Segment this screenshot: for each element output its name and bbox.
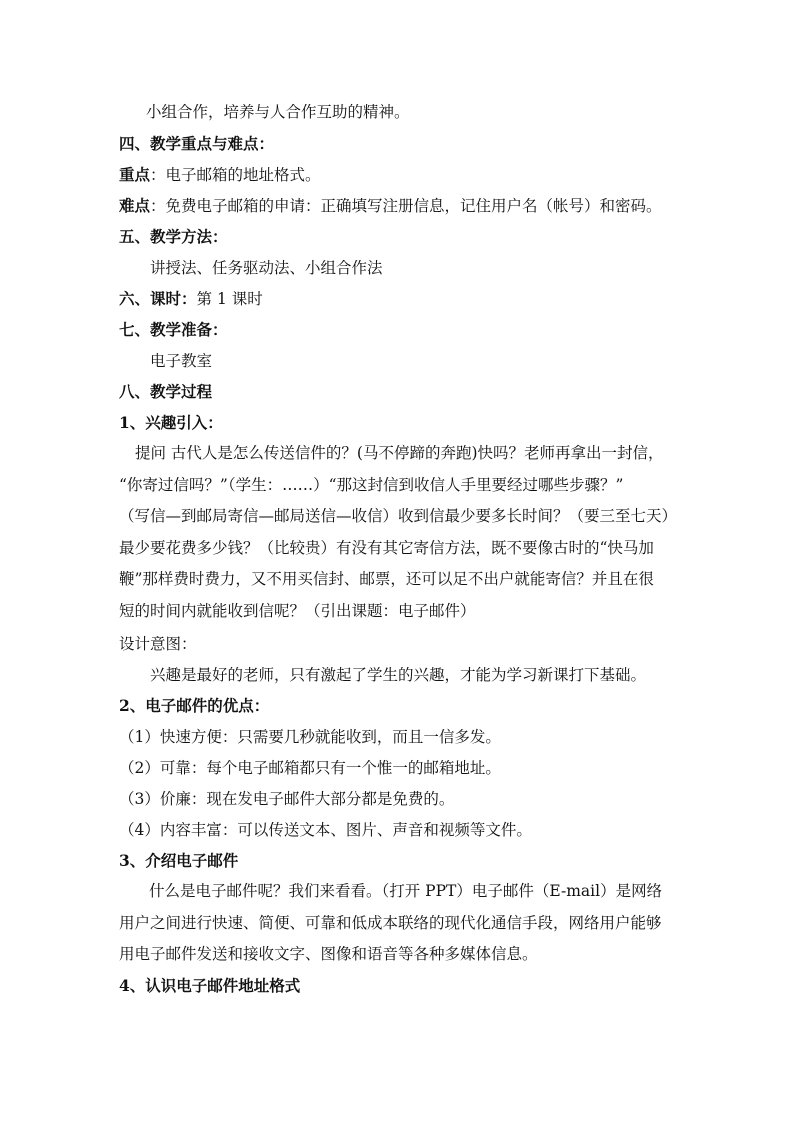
step-3-line-3: 用电子邮件发送和接收文字、图像和语音等各种多媒体信息。 xyxy=(119,945,538,963)
section-5-text: 讲授法、任务驱动法、小组合作法 xyxy=(150,259,383,277)
advantage-item-3: （3）价廉：现在发电子邮件大部分都是免费的。 xyxy=(119,790,455,808)
section-6-text: 第 1 课时 xyxy=(196,290,263,308)
step-3-heading: 3、介绍电子邮件 xyxy=(119,851,239,870)
step-1-line-1: 提问 古代人是怎么传送信件的？(马不停蹄的奔跑)快吗？老师再拿出一封信， xyxy=(135,444,664,462)
difficulty-label: 难点 xyxy=(119,196,151,215)
intro-goal-text: 小组合作，培养与人合作互助的精神。 xyxy=(146,103,410,121)
section-6-line xyxy=(119,289,263,309)
advantage-item-1: （1）快速方便：只需要几秒就能收到，而且一信多发。 xyxy=(119,728,501,746)
key-point-line xyxy=(119,165,321,185)
difficulty-text: ：免费电子邮箱的申请：正确填写注册信息，记住用户名（帐号）和密码。 xyxy=(150,197,662,215)
design-intent-label: 设计意图： xyxy=(119,635,197,653)
step-1-line-6: 短的时间内就能收到信呢？（引出课题：电子邮件） xyxy=(119,601,476,620)
advantage-item-2: （2）可靠：每个电子邮箱都只有一个惟一的邮箱地址。 xyxy=(119,759,501,777)
step-3-paragraph xyxy=(119,876,662,971)
step-2-heading: 2、电子邮件的优点： xyxy=(119,696,270,715)
step-3-line-1: 什么是电子邮件呢？我们来看看。（打开 PPT）电子邮件（E-mail）是网络 xyxy=(149,882,663,900)
section-5-heading: 五、教学方法： xyxy=(119,227,228,246)
step-4-heading: 4、认识电子邮件地址格式 xyxy=(119,976,301,995)
step-1-line-5: 鞭”那样费时费力，又不用买信封、邮票，还可以足不出户就能寄信？并且在很 xyxy=(119,570,654,588)
step-1-paragraph xyxy=(119,438,677,627)
design-intent-text: 兴趣是最好的老师，只有激起了学生的兴趣，才能为学习新课打下基础。 xyxy=(150,666,647,684)
section-8-heading: 八、教学过程 xyxy=(119,382,213,401)
step-1-line-4: 最少要花费多少钱？（比较贵）有没有其它寄信方法，既不要像古时的“快马加 xyxy=(119,538,654,557)
key-point-text: ：电子邮箱的地址格式。 xyxy=(150,166,321,184)
key-point-label: 重点 xyxy=(119,165,151,184)
advantage-item-4: （4）内容丰富：可以传送文本、图片、声音和视频等文件。 xyxy=(119,821,532,839)
step-1-heading: 1、兴趣引入： xyxy=(119,413,223,432)
step-1-line-3: （写信—到邮局寄信—邮局送信—收信）收到信最少要多长时间？（要三至七天） xyxy=(119,507,678,525)
section-6-heading: 六、课时： xyxy=(119,289,197,308)
section-7-text: 电子教室 xyxy=(150,352,213,370)
step-3-line-2: 用户之间进行快速、简便、可靠和低成本联络的现代化通信手段，网络用户能够 xyxy=(119,913,662,932)
section-7-heading: 七、教学准备： xyxy=(119,320,228,339)
section-4-heading: 四、教学重点与难点： xyxy=(119,134,275,153)
step-1-line-2: “你寄过信吗？”（学生：……）“那这封信到收信人手里要经过哪些步骤？” xyxy=(119,475,624,494)
difficulty-line xyxy=(119,196,662,216)
